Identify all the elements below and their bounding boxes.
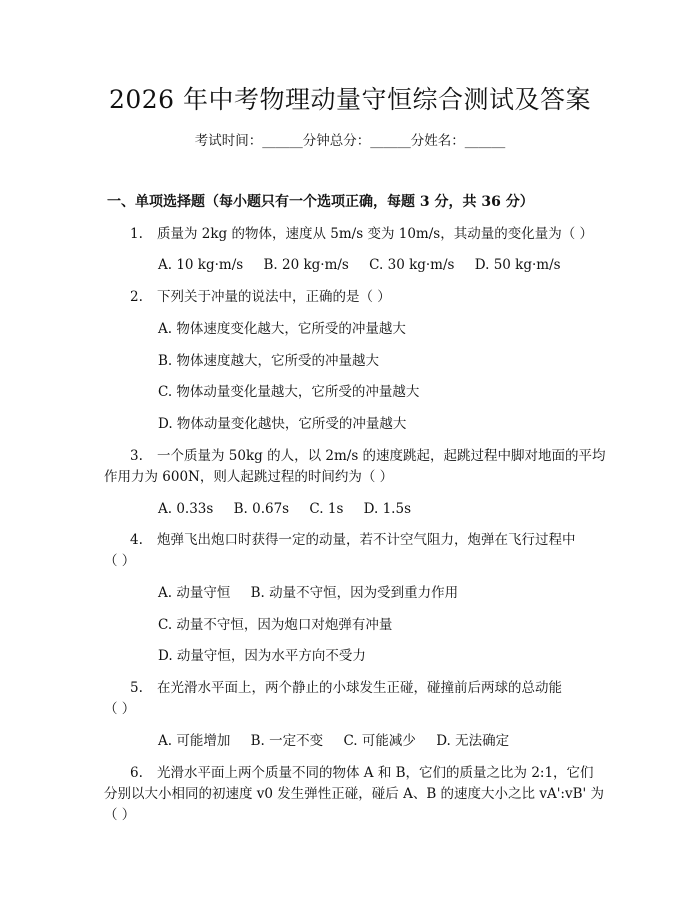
question-number: 2. (130, 289, 143, 305)
question-text: 在光滑水平面上，两个静止的小球发生正碰，碰撞前后两球的总动能 (157, 680, 562, 696)
question-5-continuation: （ ） (104, 701, 136, 717)
question-4 (130, 529, 576, 551)
question-text: 炮弹飞出炮口时获得一定的动量，若不计空气阻力，炮弹在飞行过程中 (157, 532, 576, 548)
question-3 (130, 445, 606, 467)
score-unit: 分 (410, 133, 425, 149)
question-5-options (158, 730, 509, 752)
question-number: 1. (130, 226, 143, 242)
option-c: C. 1s (309, 501, 344, 517)
question-1-options (158, 254, 561, 276)
time-label: 考试时间： (194, 133, 263, 149)
option-c: C. 可能减少 (343, 733, 416, 749)
option-a: A. 10 kg·m/s (158, 257, 244, 273)
option-d: D. 50 kg·m/s (474, 257, 561, 273)
option-a: A. 0.33s (158, 501, 214, 517)
question-4-continuation: （ ） (104, 553, 136, 569)
option-d: D. 动量守恒，因为水平方向不受力 (158, 648, 366, 664)
option-b: B. 动量不守恒，因为受到重力作用 (250, 585, 459, 601)
question-2 (130, 286, 391, 308)
option-c: C. 30 kg·m/s (369, 257, 455, 273)
question-5 (130, 677, 562, 699)
question-number: 6. (130, 765, 143, 781)
question-6-continuation: 分别以大小相同的初速度 v0 发生弹性正碰，碰后 A、B 的速度大小之比 vA':vB' 为 (104, 786, 605, 802)
option-d: D. 1.5s (363, 501, 411, 517)
option-a: A. 物体速度变化越大，它所受的冲量越大 (158, 321, 406, 337)
option-d: D. 无法确定 (436, 733, 510, 749)
option-a: A. 动量守恒 (158, 585, 231, 601)
question-6-continuation-2: （ ） (104, 807, 136, 823)
option-b: B. 0.67s (233, 501, 290, 517)
question-number: 5. (130, 680, 143, 696)
option-c: C. 动量不守恒，因为炮口对炮弹有冲量 (158, 617, 393, 633)
time-blank: ______ (262, 133, 303, 149)
option-d: D. 物体动量变化越快，它所受的冲量越大 (158, 416, 407, 432)
option-b: B. 20 kg·m/s (263, 257, 349, 273)
question-text: 下列关于冲量的说法中，正确的是（ ） (157, 289, 391, 305)
question-text: 质量为 2kg 的物体，速度从 5m/s 变为 10m/s，其动量的变化量为（ ） (157, 226, 593, 242)
score-label: 总分： (329, 133, 371, 149)
question-3-options (158, 498, 411, 520)
option-b: B. 物体速度越大，它所受的冲量越大 (158, 353, 380, 369)
option-a: A. 可能增加 (158, 733, 231, 749)
question-3-continuation: 作用力为 600N，则人起跳过程的时间约为（ ） (104, 469, 394, 485)
question-text: 光滑水平面上两个质量不同的物体 A 和 B，它们的质量之比为 2:1，它们 (157, 765, 594, 781)
question-6 (130, 762, 594, 784)
question-4-options-row1 (158, 582, 458, 604)
option-b: B. 一定不变 (250, 733, 324, 749)
exam-info-line (0, 131, 700, 151)
name-label: 姓名： (424, 133, 465, 149)
page-title: 2026 年中考物理动量守恒综合测试及答案 (108, 85, 592, 114)
name-blank: ______ (464, 133, 506, 149)
question-number: 4. (130, 532, 143, 548)
score-blank: ______ (370, 133, 411, 149)
question-1 (130, 223, 593, 245)
question-text: 一个质量为 50kg 的人，以 2m/s 的速度跳起，起跳过程中脚对地面的平均 (157, 448, 606, 464)
section-heading: 一、单项选择题（每小题只有一个选项正确，每题 3 分，共 36 分） (107, 194, 534, 210)
question-number: 3. (130, 448, 143, 464)
option-c: C. 物体动量变化量越大，它所受的冲量越大 (158, 384, 420, 400)
time-unit: 分钟 (302, 133, 330, 149)
